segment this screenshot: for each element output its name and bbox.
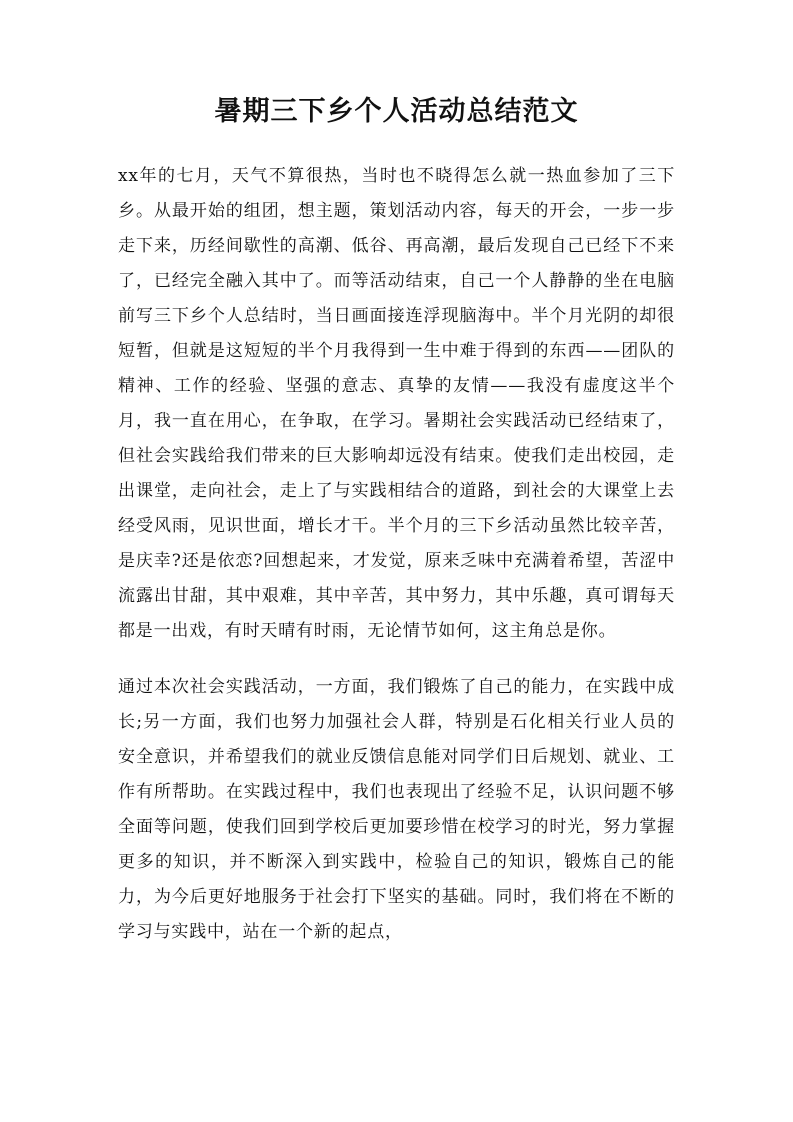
document-title: 暑期三下乡个人活动总结范文 [214, 96, 579, 127]
body-paragraph-2: 通过本次社会实践活动，一方面，我们锻炼了自己的能力，在实践中成长;另一方面，我们也努力加强社会人群，特别是石化相关行业人员的安全意识，并希望我们的就业反馈信息能对同学们日后规划、就业、工作有所帮助。在实践过程中，我们也表现出了经验不足，认识问题不够全面等问题，使我们回到学校后更加要珍惜在校学习的时光，努力掌握更多的知识，并不断深入到实践中，检验自己的知识，锻炼自己的能力，为今后更好地服务于社会打下坚实的基础。同时，我们将在不断的学习与实践中，站在一个新的起点， [118, 677, 675, 942]
body-paragraph-1: xx年的七月，天气不算很热，当时也不晓得怎么就一热血参加了三下乡。从最开始的组团，想主题，策划活动内容，每天的开会，一步一步走下来，历经间歇性的高潮、低谷、再高潮，最后发现自己已经下不来了，已经完全融入其中了。而等活动结束，自己一个人静静的坐在电脑前写三下乡个人总结时，当日画面接连浮现脑海中。半个月光阴的却很短暂，但就是这短短的半个月我得到一生中难于得到的东西——团队的精神、工作的经验、坚强的意志、真挚的友情——我没有虚度这半个月，我一直在用心，在争取，在学习。暑期社会实践活动已经结束了，但社会实践给我们带来的巨大影响却远没有结束。使我们走出校园，走出课堂，走向社会，走上了与实践相结合的道路，到社会的大课堂上去经受风雨，见识世面，增长才干。半个月的三下乡活动虽然比较辛苦，是庆幸?还是依恋?回想起来，才发觉，原来乏味中充满着希望，苦涩中流露出甘甜，其中艰难，其中辛苦，其中努力，其中乐趣，真可谓每天都是一出戏，有时天晴有时雨，无论情节如何，这主角总是你。 [118, 166, 675, 641]
